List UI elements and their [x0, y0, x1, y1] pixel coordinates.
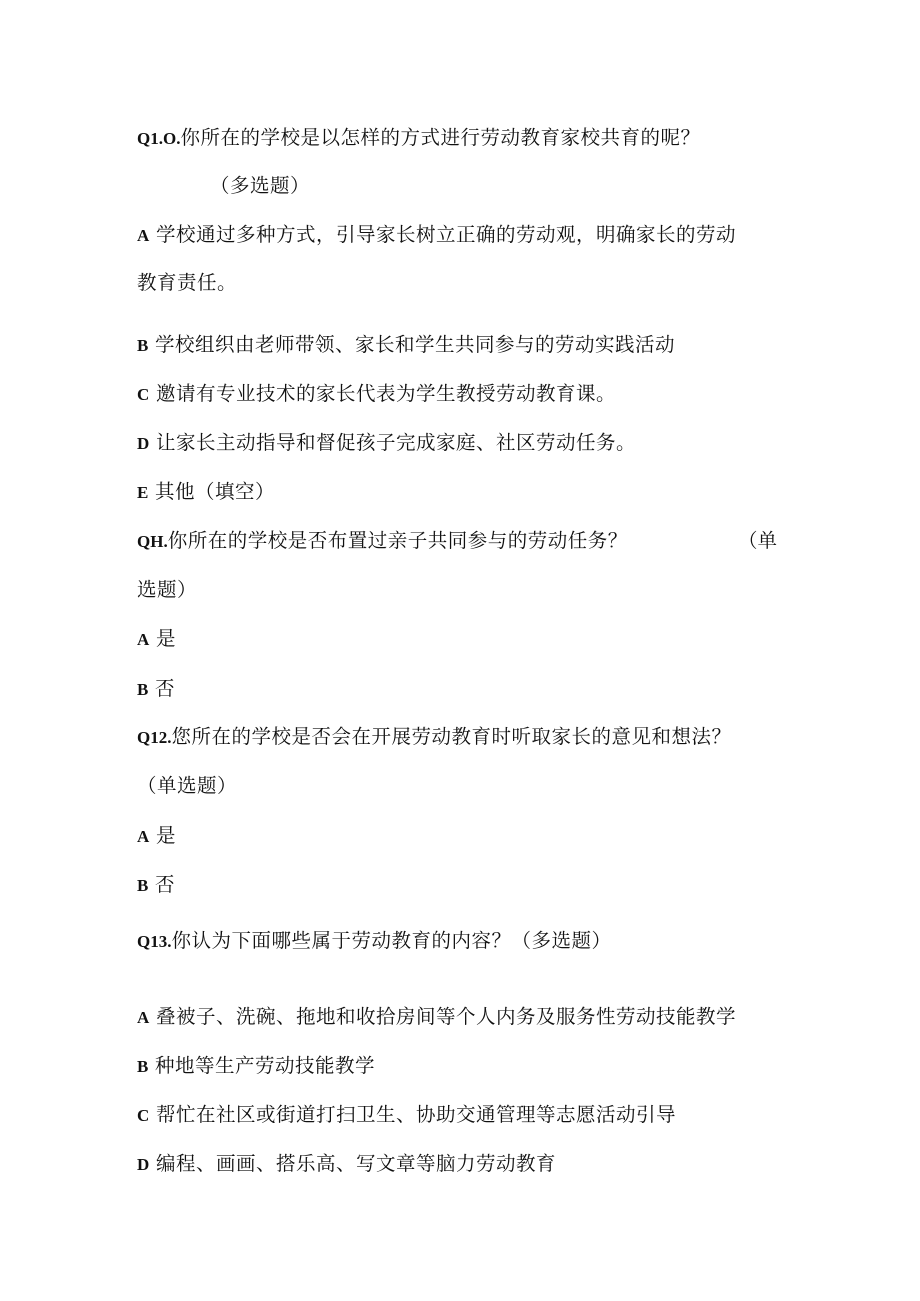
option-text: 编程、画画、搭乐高、写文章等脑力劳动教育 [155, 1152, 556, 1175]
option-text: 否 [155, 873, 176, 896]
option-label: E [137, 483, 149, 502]
question-number: Q1.O. [137, 129, 181, 148]
option-label: D [137, 434, 150, 453]
option-label: B [137, 680, 149, 699]
option-q10-d [137, 431, 636, 456]
option-q12-b [137, 873, 175, 898]
option-text: 是 [155, 627, 176, 650]
option-q13-d [137, 1152, 556, 1177]
option-label: A [137, 226, 150, 245]
question-q10-title [137, 126, 700, 151]
option-label: B [137, 336, 149, 355]
option-label: B [137, 1057, 149, 1076]
option-text: 帮忙在社区或街道打扫卫生、协助交通管理等志愿活动引导 [155, 1103, 676, 1126]
question-q11-type-part1: （单 [738, 529, 778, 552]
option-text: 学校通过多种方式，引导家长树立正确的劳动观，明确家长的劳动 [155, 223, 736, 246]
question-text: 你所在的学校是否布置过亲子共同参与的劳动任务？ [167, 529, 628, 552]
option-q10-c [137, 382, 616, 407]
option-label: B [137, 876, 149, 895]
option-q13-b [137, 1054, 375, 1079]
question-text: 你认为下面哪些属于劳动教育的内容？（多选题） [171, 929, 612, 952]
option-q11-b [137, 677, 175, 702]
option-q10-e [137, 480, 275, 505]
question-q10-type: （多选题） [210, 174, 311, 197]
option-label: A [137, 827, 150, 846]
option-q10-b [137, 333, 675, 358]
question-number: Q12. [137, 728, 172, 747]
option-q10-a [137, 223, 736, 248]
question-q12-title [137, 725, 732, 750]
question-text: 您所在的学校是否会在开展劳动教育时听取家长的意见和想法？ [171, 725, 732, 748]
question-q11-type-part2: 选题） [137, 578, 198, 601]
question-q11-title [137, 529, 628, 554]
question-q13-title [137, 929, 612, 954]
option-label: C [137, 385, 150, 404]
option-text: 叠被子、洗碗、拖地和收拾房间等个人内务及服务性劳动技能教学 [155, 1005, 736, 1028]
question-text: 你所在的学校是以怎样的方式进行劳动教育家校共育的呢？ [180, 126, 701, 149]
question-q12-type: （单选题） [137, 774, 238, 797]
option-text: 让家长主动指导和督促孩子完成家庭、社区劳动任务。 [155, 431, 636, 454]
option-q10-a-continued: 教育责任。 [137, 271, 238, 294]
option-text: 是 [155, 824, 176, 847]
option-label: A [137, 630, 150, 649]
option-q13-a [137, 1005, 736, 1030]
question-number: QH. [137, 532, 168, 551]
option-text: 学校组织由老师带领、家长和学生共同参与的劳动实践活动 [155, 333, 676, 356]
option-q11-a [137, 627, 176, 652]
option-text: 其他（填空） [155, 480, 276, 503]
option-label: D [137, 1155, 150, 1174]
option-text: 邀请有专业技术的家长代表为学生教授劳动教育课。 [155, 382, 616, 405]
option-label: C [137, 1106, 150, 1125]
option-q12-a [137, 824, 176, 849]
option-text: 否 [155, 677, 176, 700]
question-number: Q13. [137, 932, 172, 951]
option-label: A [137, 1008, 150, 1027]
option-q13-c [137, 1103, 676, 1128]
option-text: 种地等生产劳动技能教学 [155, 1054, 376, 1077]
